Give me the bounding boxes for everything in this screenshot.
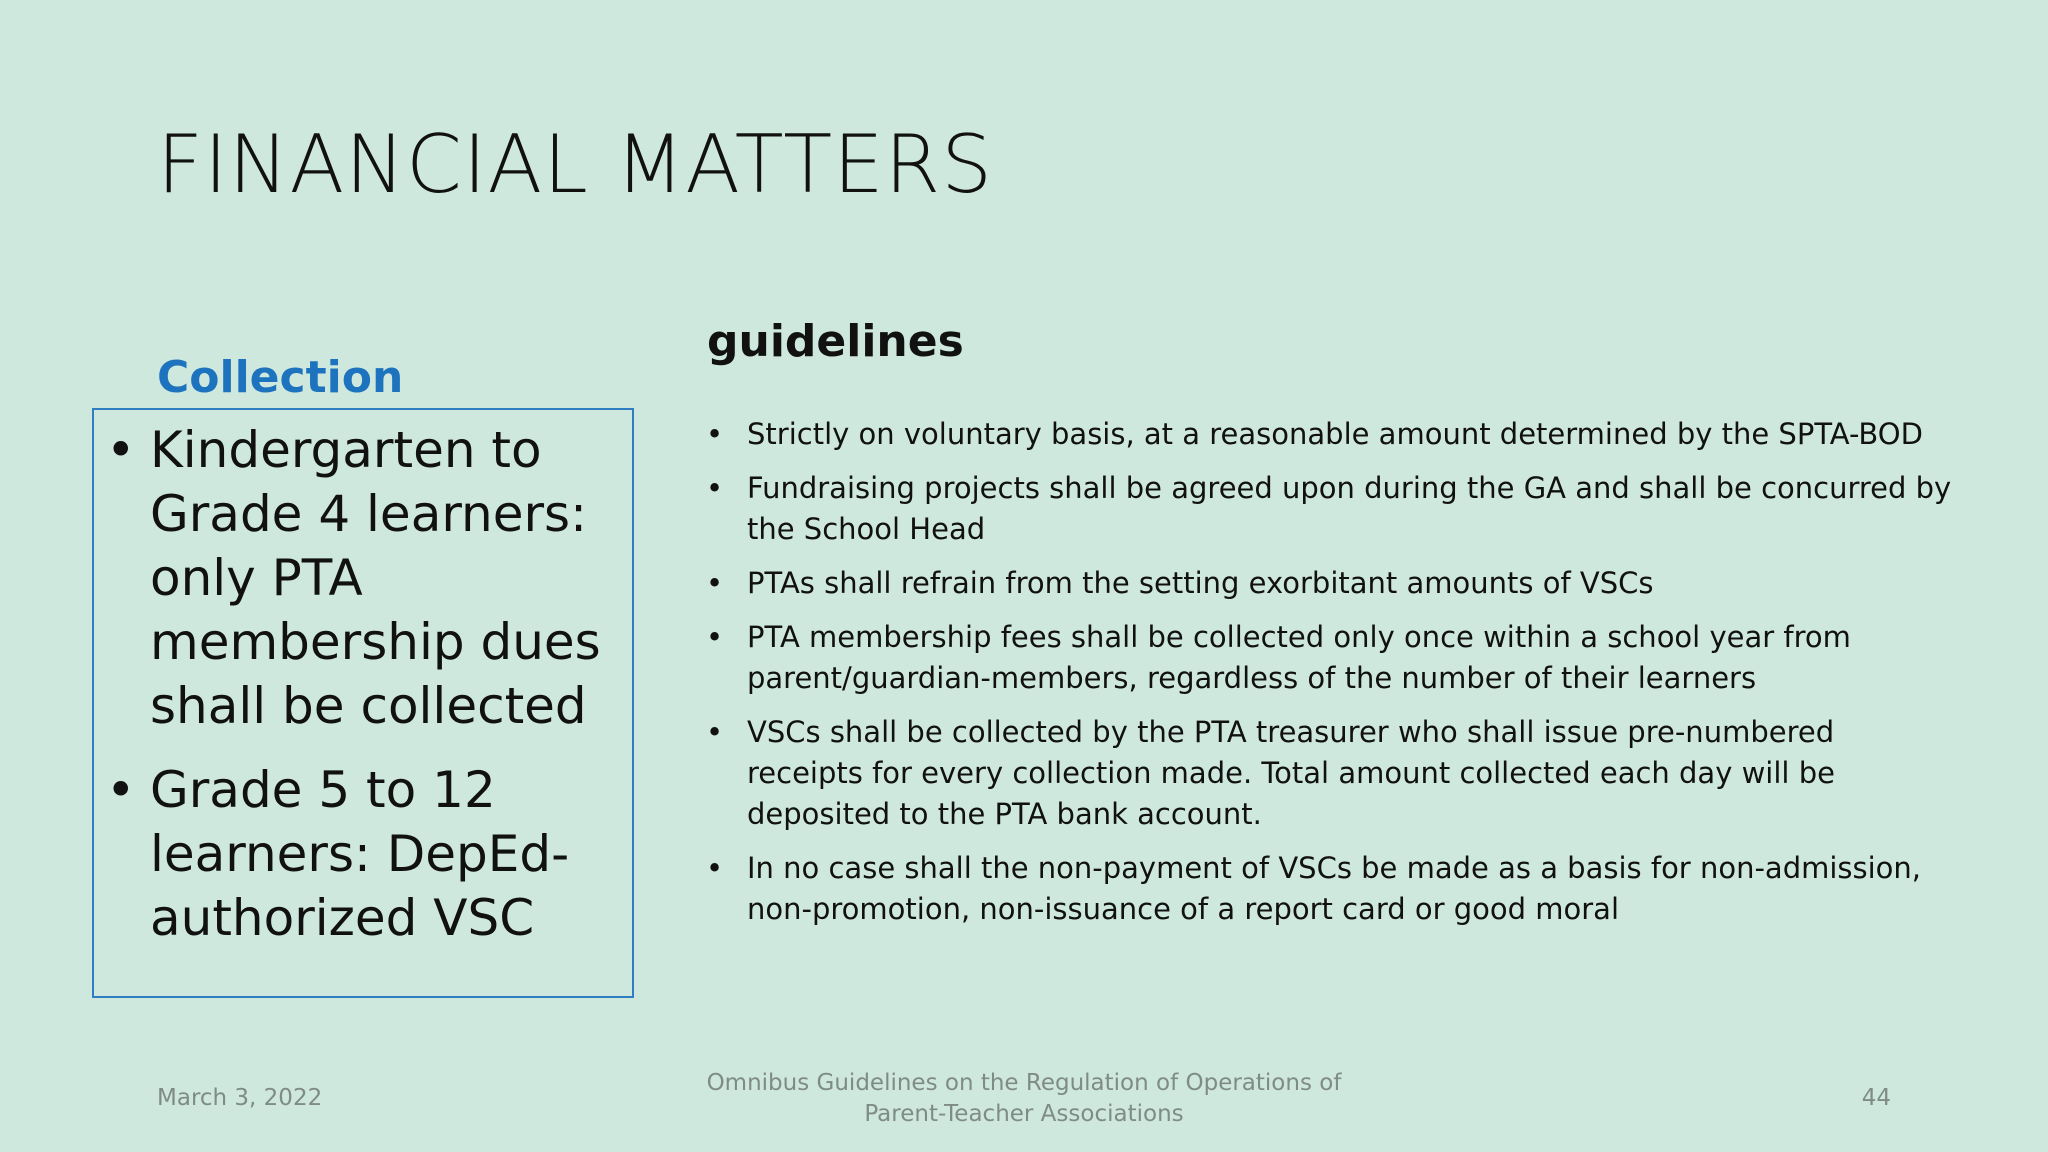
collection-item-text: Kindergarten to Grade 4 learners: only PTA membership dues shall be collected <box>150 421 601 735</box>
guidelines-heading: guidelines <box>707 316 964 367</box>
guidelines-list <box>706 414 1956 943</box>
footer-date: March 3, 2022 <box>157 1085 323 1111</box>
collection-item <box>106 418 614 738</box>
guideline-item-text: Fundraising projects shall be agreed upon during the GA and shall be concurred by the School Head <box>747 471 1952 546</box>
guideline-item-text: PTAs shall refrain from the setting exorbitant amounts of VSCs <box>747 566 1654 600</box>
slide-number: 44 <box>1861 1085 1891 1111</box>
collection-item <box>106 758 614 950</box>
collection-box <box>92 408 634 998</box>
bullet-icon: • <box>106 761 136 819</box>
guideline-item-text: Strictly on voluntary basis, at a reasonable amount determined by the SPTA-BOD <box>747 417 1923 451</box>
collection-heading: Collection <box>157 352 404 403</box>
bullet-icon: • <box>106 421 136 479</box>
guideline-item <box>706 468 1956 550</box>
slide-title: FINANCIAL MATTERS <box>157 118 993 211</box>
bullet-icon: • <box>706 715 724 749</box>
footer-title: Omnibus Guidelines on the Regulation of Operations of Parent-Teacher Associations <box>706 1070 1342 1127</box>
bullet-icon: • <box>706 471 724 505</box>
guideline-item-text: In no case shall the non-payment of VSCs be made as a basis for non-admission, non-promotion, non-issuance of a report card or good moral <box>747 851 1922 926</box>
guideline-item <box>706 848 1956 930</box>
bullet-icon: • <box>706 620 724 654</box>
guideline-item <box>706 563 1956 604</box>
guideline-item <box>706 617 1956 699</box>
bullet-icon: • <box>706 417 724 451</box>
guideline-item-text: VSCs shall be collected by the PTA treasurer who shall issue pre-numbered receipts for every collection made. Total amount collected each day will be deposited to the PTA bank account. <box>747 715 1835 831</box>
collection-item-text: Grade 5 to 12 learners: DepEd-authorized VSC <box>150 761 570 947</box>
collection-list <box>106 418 614 950</box>
bullet-icon: • <box>706 851 724 885</box>
guideline-item-text: PTA membership fees shall be collected only once within a school year from parent/guardian-members, regardless of the number of their learners <box>747 620 1851 695</box>
guideline-item <box>706 712 1956 835</box>
bullet-icon: • <box>706 566 724 600</box>
guideline-item <box>706 414 1956 455</box>
